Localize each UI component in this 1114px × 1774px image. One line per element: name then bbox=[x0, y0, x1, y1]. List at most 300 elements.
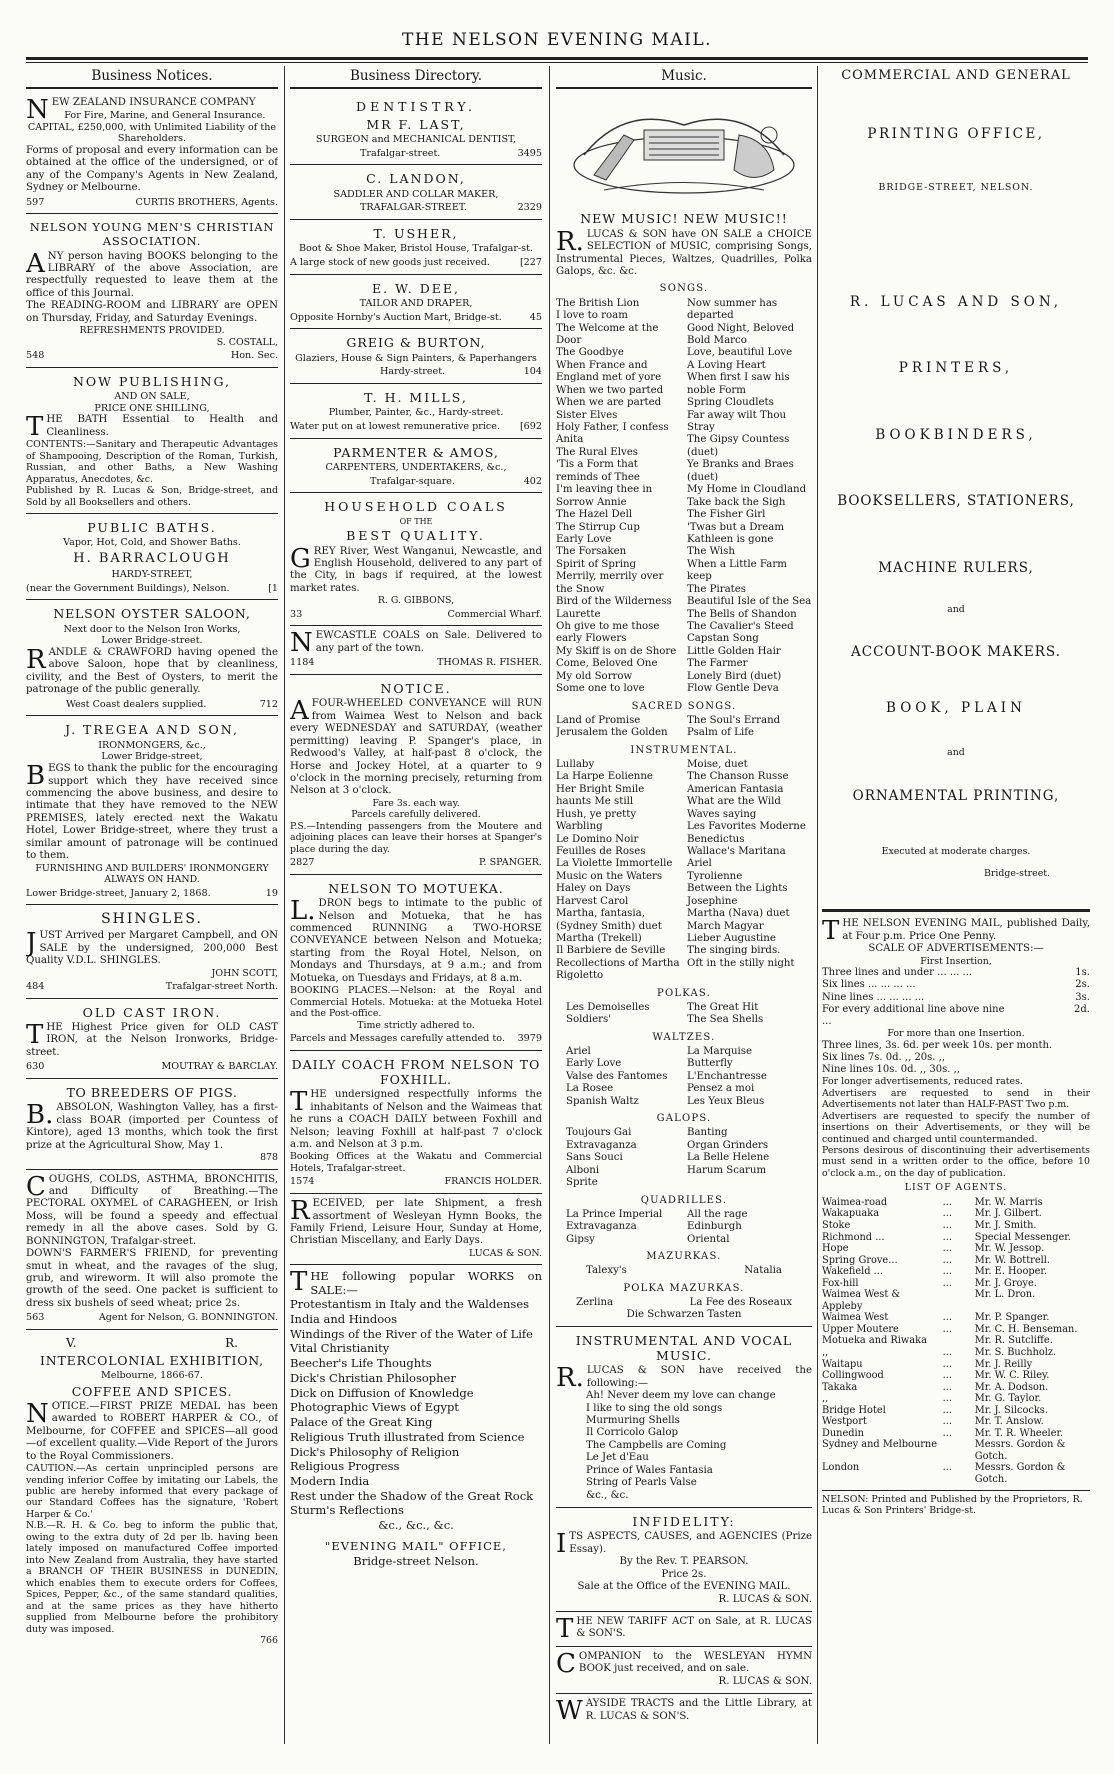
agent-place: Waitapu bbox=[822, 1358, 863, 1370]
print-note: Executed at moderate charges. bbox=[881, 846, 1031, 858]
list-item: Palace of the Great King bbox=[290, 1415, 433, 1430]
list-item: &c., &c. bbox=[586, 1489, 629, 1501]
ad-title: HOUSEHOLD COALS bbox=[324, 499, 508, 515]
ad-daily-coach bbox=[290, 1051, 542, 1194]
agent-place: Fox-hill bbox=[822, 1277, 859, 1289]
agent-name: Mr. W. Bottrell. bbox=[974, 1254, 1051, 1266]
agent-name: Mr. J. Reilly bbox=[974, 1358, 1033, 1370]
agent-name: Mr. W. Marris bbox=[974, 1196, 1043, 1208]
print-service: PRINTERS, bbox=[898, 360, 1014, 377]
ad-coffee-spices bbox=[26, 1330, 278, 1652]
list-item: Gipsy bbox=[566, 1233, 595, 1245]
list-item: Merrily, merrily over the Snow bbox=[556, 571, 664, 595]
ad-title: BEST QUALITY. bbox=[346, 528, 486, 544]
list-item: When France and England met of yore bbox=[556, 359, 662, 384]
ad-signature: S. COSTALL, bbox=[216, 336, 278, 348]
section-heading: SACRED SONGS. bbox=[631, 700, 737, 712]
agent-place: Motueka and Riwaka bbox=[822, 1335, 927, 1347]
list-item: Josephine bbox=[687, 895, 738, 907]
ad-number: 630 bbox=[26, 1061, 45, 1073]
list-item: Soldiers' bbox=[566, 1014, 612, 1026]
list-item: Benedictus bbox=[687, 833, 745, 845]
ad-title: TO BREEDERS OF PIGS. bbox=[66, 1085, 238, 1101]
list-item: Bird of the Wilderness bbox=[556, 596, 672, 608]
list-item: The Gipsy Countess (duet) bbox=[687, 434, 790, 458]
column-divider bbox=[549, 66, 550, 1744]
rate-label: Nine lines ... ... ... ... bbox=[822, 991, 925, 1003]
list-item: Le Domino Noir bbox=[556, 833, 639, 845]
ad-note: FURNISHING AND BUILDERS' IRONMONGERY ALWAYS ON HAND. bbox=[35, 862, 269, 886]
list-item: 'Twas but a Dream bbox=[687, 521, 785, 533]
column-divider bbox=[284, 66, 285, 1744]
list-item: Sprite bbox=[566, 1177, 598, 1189]
agent-dots: ... bbox=[942, 1196, 952, 1208]
agent-dots: ... bbox=[942, 1393, 952, 1405]
ad-note: Parcels carefully delivered. bbox=[351, 809, 481, 821]
agent-place: Spring Grove... bbox=[822, 1254, 898, 1266]
ad-body: BOOKING PLACES.—Nelson: at the Royal and Commercial Hotels. Motueka: at the Motueka Hotel and the Post-office. bbox=[290, 985, 542, 1020]
ad-ymca bbox=[26, 214, 278, 367]
list-item: The Campbells are Coming bbox=[586, 1439, 727, 1451]
ad-title: GREIG & BURTON, bbox=[346, 335, 486, 351]
list-item: The Pirates bbox=[687, 583, 747, 595]
ad-signature: JOHN SCOTT, bbox=[211, 967, 278, 979]
list-item: The Wish bbox=[687, 546, 735, 558]
rates-first bbox=[822, 967, 1090, 1028]
agent-place: Sydney and Melbourne bbox=[822, 1439, 938, 1451]
ad-body: DOWN'S FARMER'S FRIEND, for preventing smut in wheat, and the ravages of the slug, grub, and wireworm. It will also promote the growth of the seed. One packet is sufficient to dress six bushels of seed wheat; price 2s. bbox=[26, 1248, 278, 1309]
ad-body: JUST Arrived per Margaret Campbell, and ON SALE by the undersigned, 200,000 Best Quality V.D.L. SHINGLES. bbox=[26, 928, 278, 967]
ad-household-coals bbox=[290, 493, 542, 626]
list-item: Photographic Views of Egypt bbox=[290, 1400, 459, 1415]
list-item: Oh give to me those early Flowers bbox=[556, 621, 660, 645]
agent-place: Westport bbox=[822, 1416, 867, 1428]
ad-role: Glaziers, House & Sign Painters, & Paperhangers bbox=[295, 352, 537, 364]
list-item: Edinburgh bbox=[687, 1221, 742, 1233]
list-item: The Great Hit bbox=[687, 1001, 759, 1013]
agent-place: Upper Moutere bbox=[822, 1323, 899, 1335]
ad-note: West Coast dealers supplied. bbox=[66, 698, 207, 710]
ad-address: (near the Government Buildings), Nelson. bbox=[26, 582, 230, 594]
section-heading: SONGS. bbox=[659, 283, 709, 295]
list-item: Between the Lights bbox=[687, 883, 788, 895]
ad-date: Lower Bridge-street, January 2, 1868. bbox=[26, 887, 211, 899]
list-item: Modern India bbox=[290, 1473, 370, 1488]
column-music bbox=[556, 66, 812, 1764]
print-service: MACHINE RULERS, bbox=[878, 559, 1034, 576]
ad-nz-insurance bbox=[26, 93, 278, 214]
mail-info: THE NELSON EVENING MAIL, published Daily, at Four p.m. Price One Penny. bbox=[822, 916, 1090, 947]
music-intro: R.LUCAS & SON have ON SALE a CHOICE SELECTION of MUSIC, comprising Songs, Instrumental Pieces, Waltzes, Quadrilles, Polka Galops, &c. &c. bbox=[556, 226, 812, 278]
ad-signature: R. G. GIBBONS, bbox=[377, 595, 455, 607]
list-item: I'm leaving thee in Sorrow Annie bbox=[556, 484, 653, 508]
rate-row: Nine lines 10s. 0d. ,, 30s. ,, bbox=[822, 1063, 960, 1075]
list-item: My Home in Cloudland bbox=[687, 484, 807, 496]
ad-title: PUBLIC BATHS. bbox=[87, 520, 217, 536]
ad-address: Bridge-street Nelson. bbox=[353, 1553, 479, 1568]
list-item: Beecher's Life Thoughts bbox=[290, 1356, 432, 1371]
ad-body: NEWCASTLE COALS on Sale. Delivered to any part of the town. bbox=[290, 628, 542, 659]
list-item: Far away wilt Thou Stray bbox=[687, 409, 787, 434]
list-item: The Welcome at the Door bbox=[556, 322, 659, 346]
list-item: When we two parted bbox=[556, 384, 664, 396]
agent-dots: ... bbox=[942, 1231, 952, 1243]
list-item: Kathleen is gone bbox=[687, 533, 774, 545]
ad-body: COMPANION to the WESLEYAN HYMN BOOK just received, and on sale. bbox=[556, 1648, 812, 1679]
agent-place: Waimea West bbox=[822, 1312, 889, 1324]
scale-subheading: For more than one Insertion. bbox=[887, 1028, 1025, 1040]
list-item: Harum Scarum bbox=[687, 1164, 767, 1176]
ad-title: NELSON OYSTER SALOON, bbox=[53, 606, 251, 622]
ad-title: NEW ZEALAND INSURANCE COMPANY bbox=[26, 95, 256, 126]
agent-dots: ... bbox=[942, 1416, 952, 1428]
agent-dots: ... bbox=[942, 1277, 952, 1289]
list-item: Anita bbox=[556, 434, 584, 446]
list-item: Bold Marco bbox=[687, 334, 747, 346]
ad-signature: Agent for Nelson, G. BONNINGTON. bbox=[98, 1312, 278, 1324]
ad-number: 2827 bbox=[290, 857, 315, 869]
ad-dentistry bbox=[290, 93, 542, 165]
ad-note: Parcels and Messages carefully attended to. bbox=[290, 1033, 505, 1045]
list-item: When a Little Farm keep bbox=[687, 558, 787, 583]
list-item: Sans Souci bbox=[566, 1152, 623, 1164]
ad-subtitle: IRONMONGERS, &c., bbox=[98, 739, 206, 751]
rates-note: Advertisers are requested to send in their Advertisements not later than HALF-PAST Two p.m. bbox=[822, 1087, 1090, 1111]
list-item: Le Jet d'Eau bbox=[586, 1452, 649, 1464]
list-item: Windings of the River of the Water of Life bbox=[290, 1326, 533, 1341]
ad-shingles bbox=[26, 905, 278, 999]
songs-list bbox=[556, 298, 812, 696]
list-item: La Harpe Eolienne bbox=[556, 771, 653, 783]
list-item: Lonely Bird (duet) bbox=[687, 670, 782, 682]
ad-number: 19 bbox=[265, 887, 278, 899]
ad-signature: Hon. Sec. bbox=[230, 350, 278, 362]
print-and: and bbox=[947, 746, 965, 758]
ad-nelson-motueka bbox=[290, 875, 542, 1051]
agent-name: Mr. A. Dodson. bbox=[974, 1381, 1049, 1393]
ad-role: Boot & Shoe Maker, Bristol House, Trafalgar-st. bbox=[299, 243, 533, 255]
rate-price: 2d. bbox=[1074, 1003, 1090, 1015]
list-item: Martha (Trekell) bbox=[556, 933, 642, 945]
list-item: Little Golden Hair bbox=[687, 645, 781, 657]
list-item: Les Favorites Moderne bbox=[687, 821, 806, 833]
print-service: BOOK, PLAIN bbox=[886, 700, 1026, 717]
ad-signature: THOMAS R. FISHER. bbox=[437, 657, 542, 669]
list-item: La Marquise bbox=[687, 1046, 753, 1058]
list-item: Harvest Carol bbox=[556, 895, 629, 907]
ad-number: 548 bbox=[26, 350, 45, 362]
list-item: La Rosee bbox=[566, 1083, 614, 1095]
ad-role: CARPENTERS, UNDERTAKERS, &c., bbox=[325, 461, 507, 473]
ad-notice-conveyance bbox=[290, 675, 542, 875]
list-item: La Violette Immortelle bbox=[556, 858, 673, 870]
ad-title: INFIDELITY: bbox=[632, 1514, 736, 1530]
list-item: The Bells of Shandon bbox=[687, 608, 797, 620]
list-item: Sister Elves bbox=[556, 409, 618, 421]
ad-oyster-saloon bbox=[26, 600, 278, 716]
list-item: The Goodbye bbox=[556, 347, 624, 359]
ad-body: CAUTION.—As certain unprincipled persons are vending inferior Coffee by imitating our Labels, the public are hereby informed that every package of our Standard Coffees has the signature, 'Robert Harper & Co.' bbox=[26, 1463, 278, 1520]
ad-address: Trafalgar-square. bbox=[370, 475, 456, 487]
list-item: Extravaganza bbox=[566, 1139, 637, 1151]
list-item: Ye Branks and Braes (duet) bbox=[687, 459, 794, 483]
galops-list bbox=[556, 1127, 812, 1189]
agent-name: Messrs. Gordon & Gotch. bbox=[974, 1462, 1066, 1485]
ad-address: Trafalgar-street. bbox=[360, 147, 441, 159]
rate-price: 1s. bbox=[1075, 967, 1090, 979]
list-item: Il Corricolo Galop bbox=[586, 1427, 679, 1439]
ad-mark: V. bbox=[66, 1336, 77, 1351]
ad-number: 3495 bbox=[517, 147, 542, 159]
ad-number: 104 bbox=[523, 366, 542, 378]
ad-title: NELSON YOUNG MEN'S CHRISTIAN ASSOCIATION. bbox=[29, 220, 275, 249]
agent-dots bbox=[943, 1335, 975, 1347]
list-item: Pensez a moi bbox=[687, 1083, 755, 1095]
ad-address: HARDY-STREET, bbox=[111, 568, 193, 580]
ad-body: B.ABSOLON, Washington Valley, has a first-class BOAR (imported per Countess of Kintore), aged 13 months, which took the first prize at the Agricultural Show, May 1. bbox=[26, 1100, 278, 1151]
list-item: Vital Christianity bbox=[290, 1341, 390, 1356]
masthead: THE NELSON EVENING MAIL. bbox=[401, 30, 713, 50]
ad-title: OLD CAST IRON. bbox=[82, 1004, 222, 1020]
ad-title: NOTICE. bbox=[380, 681, 452, 697]
ad-body: L.DRON begs to intimate to the public of Nelson and Motueka, that he has commenced RUNNING a TWO-HORSE CONVEYANCE between Nelson and Motueka; starting from the Royal Hotel, Nelson, on Mondays and Thursdays, at 9 a.m.; and from Motueka, on Tuesdays and Fridays, at 8 a.m. bbox=[290, 896, 542, 984]
music-title: NEW MUSIC! NEW MUSIC!! bbox=[580, 211, 788, 227]
agent-place: Waimea-road bbox=[822, 1196, 888, 1208]
agent-dots bbox=[943, 1439, 975, 1462]
list-item: Now summer has departed bbox=[687, 297, 778, 322]
list-item: Good Night, Beloved bbox=[687, 322, 795, 334]
agent-dots: ... bbox=[942, 1323, 952, 1335]
ad-signature: R. LUCAS & SON. bbox=[718, 1593, 812, 1605]
agent-name: Mr. J. Gilbert. bbox=[974, 1208, 1042, 1220]
list-item: The Chanson Russe bbox=[687, 771, 789, 783]
rates-note: Persons desirous of discontinuing their advertisements must send in a written order to the office, before 10 o'clock a.m., on the day of publication. bbox=[822, 1144, 1090, 1179]
ad-body: THE BATH Essential to Health and Cleanliness. bbox=[26, 412, 278, 443]
list-item: Capstan Song bbox=[687, 633, 759, 645]
ad-number: 484 bbox=[26, 981, 45, 993]
ad-tariff bbox=[556, 1612, 812, 1647]
list-item: What are the Wild Waves saying bbox=[687, 796, 781, 820]
scale-subheading: First Insertion, bbox=[920, 955, 992, 967]
print-heading: PRINTING OFFICE, bbox=[867, 125, 1045, 142]
agent-name: Messrs. Gordon & Gotch. bbox=[974, 1439, 1066, 1462]
ad-note: Fare 3s. each way. bbox=[372, 797, 460, 809]
list-item: My old Sorrow bbox=[556, 670, 633, 682]
ad-number: 45 bbox=[529, 311, 542, 323]
agent-dots: ... bbox=[942, 1358, 952, 1370]
ad-instrumental-vocal bbox=[556, 1326, 812, 1508]
list-item: When we are parted bbox=[556, 397, 662, 409]
ad-old-cast-iron bbox=[26, 999, 278, 1079]
list-item: Oriental bbox=[687, 1233, 730, 1245]
list-item: 'Tis a Form that reminds of Thee bbox=[556, 459, 640, 483]
list-item: String of Pearls Valse bbox=[586, 1477, 697, 1489]
ad-title: INSTRUMENTAL AND VOCAL MUSIC. bbox=[575, 1332, 793, 1364]
list-item: Extravaganza bbox=[566, 1221, 637, 1233]
agent-place: Takaka bbox=[822, 1381, 858, 1393]
list-item: L'Enchantresse bbox=[687, 1070, 767, 1082]
masthead-rule-thin bbox=[26, 62, 1088, 63]
list-item: Haley on Days bbox=[556, 883, 631, 895]
ad-number: 1184 bbox=[290, 657, 315, 669]
list-item: All the rage bbox=[687, 1208, 748, 1220]
agent-name: Mr. G. Taylor. bbox=[974, 1393, 1042, 1405]
list-item: The Farmer bbox=[687, 658, 748, 670]
list-item: I like to sing the old songs bbox=[586, 1402, 723, 1414]
ad-title: T. USHER, bbox=[373, 226, 459, 242]
ad-body: The READING-ROOM and LIBRARY are OPEN on Thursday, Friday, and Saturday Evenings. bbox=[26, 300, 278, 324]
ad-companion bbox=[556, 1647, 812, 1694]
list-item: Some one to love bbox=[556, 683, 645, 695]
list-item: My Skiff is on de Shore bbox=[556, 645, 677, 657]
list-item: Ariel bbox=[566, 1046, 591, 1058]
list-item: Dick's Philosophy of Religion bbox=[290, 1444, 460, 1459]
list-item: Laurette bbox=[556, 608, 601, 620]
list-item: Come, Beloved One bbox=[556, 658, 658, 670]
ad-title: J. TREGEA AND SON, bbox=[65, 722, 239, 738]
ad-pigs bbox=[26, 1079, 278, 1169]
ad-number: 597 bbox=[26, 196, 45, 208]
ad-bath-book bbox=[26, 368, 278, 514]
section-heading: QUADRILLES. bbox=[640, 1194, 728, 1206]
section-heading: GALOPS. bbox=[656, 1113, 712, 1125]
waltzes-list bbox=[556, 1046, 812, 1108]
ad-price: Price 2s. bbox=[661, 1568, 707, 1580]
list-item: Alboni bbox=[566, 1164, 600, 1176]
quadrilles-list bbox=[556, 1209, 812, 1246]
column-business-notices bbox=[26, 66, 278, 1764]
ad-infidelity bbox=[556, 1508, 812, 1612]
ad-subtitle: PRICE ONE SHILLING, bbox=[94, 402, 210, 414]
agents-heading: LIST OF AGENTS. bbox=[904, 1182, 1008, 1194]
ad-number: 402 bbox=[523, 475, 542, 487]
agent-name: Mr. L. Dron. bbox=[974, 1289, 1036, 1301]
ad-newcastle-coals bbox=[290, 626, 542, 675]
ad-number: 1574 bbox=[290, 1176, 315, 1188]
list-item: The Rural Elves bbox=[556, 446, 639, 458]
list-item: Prince of Wales Fantasia bbox=[586, 1464, 713, 1476]
ad-hymn-books bbox=[290, 1194, 542, 1265]
agent-place: Bridge Hotel bbox=[822, 1404, 886, 1416]
ad-number: 2329 bbox=[517, 202, 542, 214]
rate-label: Three lines and under ... ... ... bbox=[822, 967, 973, 979]
section-heading: POLKA MAZURKAS. bbox=[623, 1282, 745, 1294]
ad-mills bbox=[290, 384, 542, 439]
agent-name: Mr. J. Groye. bbox=[974, 1277, 1037, 1289]
list-item: Beautiful Isle of the Sea bbox=[687, 596, 812, 608]
agent-dots: ... bbox=[942, 1370, 952, 1382]
column-printing-office bbox=[822, 66, 1090, 1764]
ad-note: Time strictly adhered to. bbox=[357, 1019, 475, 1031]
ad-title: C. LANDON, bbox=[366, 171, 466, 187]
list-item: The Fisher Girl bbox=[687, 509, 766, 521]
section-heading: INSTRUMENTAL. bbox=[630, 744, 738, 756]
ad-role: Plumber, Painter, &c., Hardy-street. bbox=[328, 407, 504, 419]
list-item: La Fee des Roseaux bbox=[689, 1296, 792, 1308]
ad-dee bbox=[290, 275, 542, 330]
ad-body: P.S.—Intending passengers from the Moutere and adjoining places can leave their horses at Spanger's place during the day. bbox=[290, 820, 542, 855]
ad-body: Booking Offices at the Wakatu and Commercial Hotels, Trafalgar-street. bbox=[290, 1151, 542, 1174]
ad-subtitle: OF THE bbox=[399, 516, 433, 526]
ad-signature: MOUTRAY & BARCLAY. bbox=[161, 1061, 278, 1073]
ad-note: REFRESHMENTS PROVIDED. bbox=[79, 325, 225, 337]
list-item: The Soul's Errand bbox=[687, 714, 781, 726]
agent-dots: ... bbox=[942, 1381, 952, 1393]
column-heading: Business Directory. bbox=[290, 68, 542, 89]
list-item: Rest under the Shadow of the Great Rock bbox=[290, 1488, 534, 1503]
ad-body: R.LUCAS & SON have received the following:— bbox=[556, 1363, 812, 1394]
agent-place: Hope bbox=[822, 1243, 849, 1255]
polkas-list bbox=[556, 1002, 812, 1027]
list-item: Religious Progress bbox=[290, 1459, 400, 1474]
list-item: Lullaby bbox=[556, 758, 595, 770]
ad-body: COUGHS, COLDS, ASTHMA, BRONCHITIS, and Difficulty of Breathing.—The PECTORAL OXYMEL of CARAGHEEN, or Irish Moss, will be found a speedy and effectual remedy in all the above cases. Sold by G. BONNINGTON, Trafalgar-street. bbox=[26, 1171, 278, 1247]
list-item: March Magyar bbox=[687, 920, 764, 932]
ad-title: INTERCOLONIAL EXHIBITION, bbox=[40, 1352, 264, 1368]
agent-dots: ... bbox=[942, 1312, 952, 1324]
ad-address: Trafalgar-street North. bbox=[165, 981, 278, 993]
list-item: Les Demoiselles bbox=[566, 1001, 650, 1013]
ad-number: 766 bbox=[260, 1635, 278, 1647]
mazurkas-list bbox=[556, 1265, 812, 1277]
ad-title: DAILY COACH FROM NELSON TO FOXHILL. bbox=[291, 1056, 541, 1087]
list-item: Tyrolienne bbox=[687, 870, 743, 882]
list-item: Murmuring Shells bbox=[586, 1415, 680, 1427]
ad-title: E. W. DEE, bbox=[372, 280, 460, 296]
list-item: Les Yeux Bleus bbox=[687, 1095, 765, 1107]
ad-subtitle: Vapor, Hot, Cold, and Shower Baths. bbox=[63, 537, 241, 549]
list-item: Butterfly bbox=[687, 1058, 733, 1070]
rate-row: Six lines 7s. 0d. ,, 20s. ,, bbox=[822, 1051, 946, 1063]
agent-name: Mr. J. Silcocks. bbox=[974, 1404, 1048, 1416]
ad-greig-burton bbox=[290, 329, 542, 384]
ad-title: DENTISTRY. bbox=[356, 99, 476, 115]
ad-title: T. H. MILLS, bbox=[364, 390, 468, 405]
list-item: The British Lion bbox=[556, 297, 640, 309]
list-item: Protestantism in Italy and the Waldenses bbox=[290, 1297, 530, 1312]
ad-office: "EVENING MAIL" OFFICE, bbox=[325, 1538, 507, 1553]
list-item: Valse des Fantomes bbox=[566, 1070, 668, 1082]
ad-landon bbox=[290, 165, 542, 220]
ad-title: SHINGLES. bbox=[101, 911, 203, 928]
list-item: Banting bbox=[687, 1127, 728, 1139]
list-item: La Belle Helene bbox=[687, 1152, 770, 1164]
agent-name: Mr. T. Anslow. bbox=[974, 1416, 1044, 1428]
music-instruments-illustration bbox=[564, 95, 804, 203]
ad-body: RECEIVED, per late Shipment, a fresh assortment of Wesleyan Hymn Books, the Family Friend, Leisure Hour, Sunday at Home, Christian Miscellany, and Early Days. bbox=[290, 1196, 542, 1247]
ad-note: Sale at the Office of the EVENING MAIL. bbox=[577, 1581, 791, 1593]
ad-author: By the Rev. T. PEARSON. bbox=[619, 1556, 749, 1568]
ad-title: COFFEE AND SPICES. bbox=[71, 1383, 233, 1399]
list-item: Wallace's Maritana bbox=[687, 845, 786, 857]
print-service: ACCOUNT-BOOK MAKERS. bbox=[851, 643, 1061, 660]
list-item: Spring Cloudlets bbox=[687, 397, 774, 409]
ad-body: Forms of proposal and every information can be obtained at the office of the undersigned, or of any of the Company's Agents in New Zealand, Sydney or Melbourne. bbox=[26, 145, 278, 194]
print-service: BOOKBINDERS, bbox=[875, 426, 1037, 443]
ad-note: Water put on at lowest remunerative price. bbox=[290, 420, 500, 432]
agent-dots: ... bbox=[942, 1243, 952, 1255]
section-heading: POLKAS. bbox=[657, 987, 711, 999]
ad-popular-works bbox=[290, 1265, 542, 1573]
rate-label: For every additional line above nine ... bbox=[822, 1003, 1005, 1027]
ad-role: SURGEON and MECHANICAL DENTIST, bbox=[315, 133, 517, 145]
list-item: The singing birds. bbox=[687, 945, 781, 957]
ad-subtitle: Next door to the Nelson Iron Works, bbox=[63, 623, 241, 635]
list-item: Early Love bbox=[556, 533, 612, 545]
list-item: The Sea Shells bbox=[687, 1014, 764, 1026]
list-item: Rigoletto bbox=[556, 970, 604, 982]
rate-price: 2s. bbox=[1075, 979, 1090, 991]
